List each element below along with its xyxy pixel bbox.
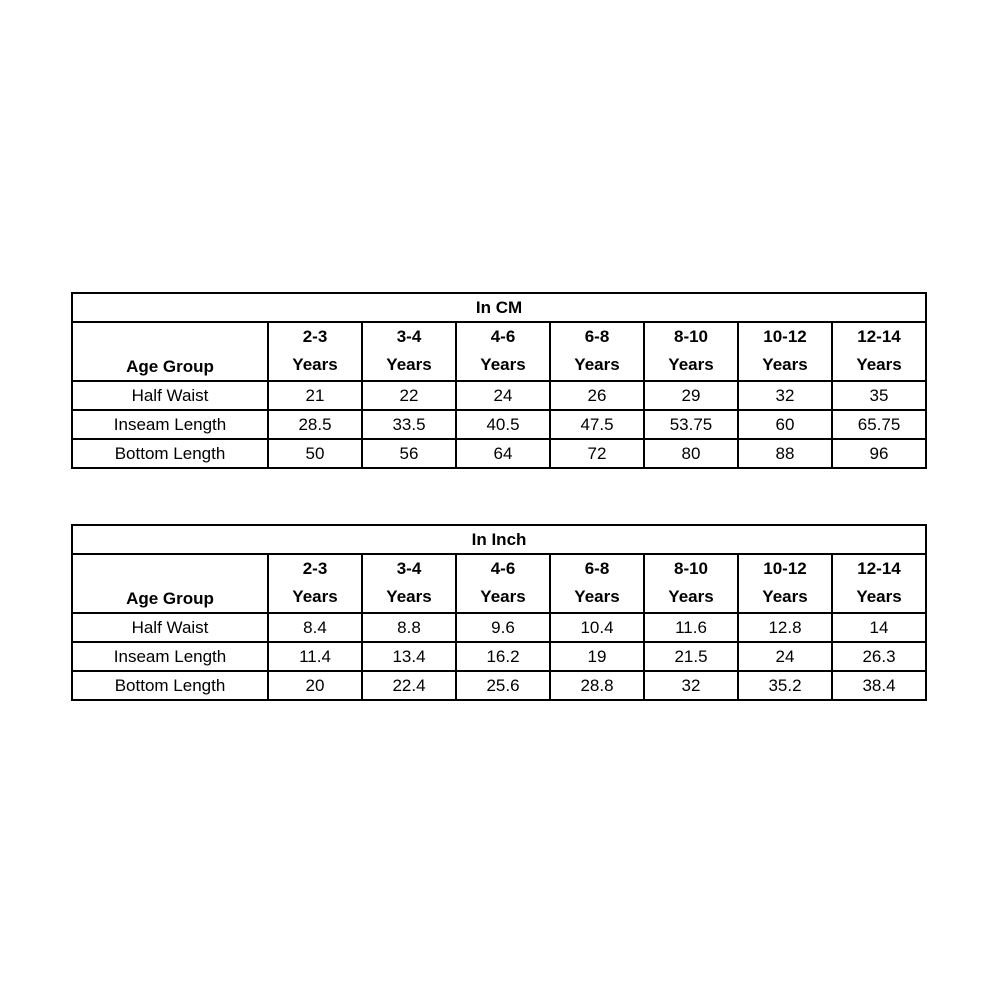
- table-cell: 64: [456, 439, 550, 468]
- age-group-header: Age Group: [72, 322, 268, 381]
- table-cell: 60: [738, 410, 832, 439]
- header-row: [72, 322, 926, 381]
- table-cell: 65.75: [832, 410, 926, 439]
- table-cell: 12.8: [738, 613, 832, 642]
- column-header: 4-6 Years: [456, 554, 550, 613]
- table-cell: 26: [550, 381, 644, 410]
- table-cell: 32: [738, 381, 832, 410]
- table-cell: 38.4: [832, 671, 926, 700]
- table-cell: 8.8: [362, 613, 456, 642]
- table-cell: 50: [268, 439, 362, 468]
- table-row: [72, 439, 926, 468]
- row-label: Inseam Length: [72, 410, 268, 439]
- table-cell: 24: [738, 642, 832, 671]
- column-header: 12-14 Years: [832, 322, 926, 381]
- column-header: 2-3 Years: [268, 322, 362, 381]
- table-cell: 25.6: [456, 671, 550, 700]
- table-cell: 22: [362, 381, 456, 410]
- table-title: In CM: [72, 293, 926, 322]
- table-cell: 21: [268, 381, 362, 410]
- row-label: Bottom Length: [72, 439, 268, 468]
- table-cell: 80: [644, 439, 738, 468]
- table-row: [72, 642, 926, 671]
- column-header: 6-8 Years: [550, 322, 644, 381]
- table-cell: 14: [832, 613, 926, 642]
- column-header: 6-8 Years: [550, 554, 644, 613]
- column-header: 3-4 Years: [362, 322, 456, 381]
- table-cell: 9.6: [456, 613, 550, 642]
- table-row: [72, 381, 926, 410]
- table-cell: 72: [550, 439, 644, 468]
- table-cell: 26.3: [832, 642, 926, 671]
- header-row: [72, 554, 926, 613]
- table-cell: 53.75: [644, 410, 738, 439]
- row-label: Bottom Length: [72, 671, 268, 700]
- table-cell: 11.6: [644, 613, 738, 642]
- column-header: 10-12 Years: [738, 322, 832, 381]
- table-title: In Inch: [72, 525, 926, 554]
- table-cell: 88: [738, 439, 832, 468]
- table-cell: 8.4: [268, 613, 362, 642]
- table-cell: 20: [268, 671, 362, 700]
- column-header: 8-10 Years: [644, 554, 738, 613]
- row-label: Half Waist: [72, 381, 268, 410]
- column-header: 3-4 Years: [362, 554, 456, 613]
- table-cell: 47.5: [550, 410, 644, 439]
- column-header: 12-14 Years: [832, 554, 926, 613]
- table-cell: 35: [832, 381, 926, 410]
- table-cell: 22.4: [362, 671, 456, 700]
- table-cell: 13.4: [362, 642, 456, 671]
- table-cell: 16.2: [456, 642, 550, 671]
- table-cell: 33.5: [362, 410, 456, 439]
- table-cell: 28.5: [268, 410, 362, 439]
- column-header: 10-12 Years: [738, 554, 832, 613]
- table-cell: 28.8: [550, 671, 644, 700]
- table-cell: 96: [832, 439, 926, 468]
- table-cell: 35.2: [738, 671, 832, 700]
- row-label: Inseam Length: [72, 642, 268, 671]
- table-row: [72, 671, 926, 700]
- table-cell: 40.5: [456, 410, 550, 439]
- column-header: 2-3 Years: [268, 554, 362, 613]
- column-header: 4-6 Years: [456, 322, 550, 381]
- table-cell: 21.5: [644, 642, 738, 671]
- table-row: [72, 613, 926, 642]
- table-cell: 56: [362, 439, 456, 468]
- table-cell: 32: [644, 671, 738, 700]
- table-cell: 24: [456, 381, 550, 410]
- table-cell: 11.4: [268, 642, 362, 671]
- age-group-header: Age Group: [72, 554, 268, 613]
- table-row: [72, 410, 926, 439]
- table-cell: 29: [644, 381, 738, 410]
- table-cell: 19: [550, 642, 644, 671]
- column-header: 8-10 Years: [644, 322, 738, 381]
- row-label: Half Waist: [72, 613, 268, 642]
- table-cell: 10.4: [550, 613, 644, 642]
- size-table-inch: [71, 524, 927, 701]
- size-table-cm: [71, 292, 927, 469]
